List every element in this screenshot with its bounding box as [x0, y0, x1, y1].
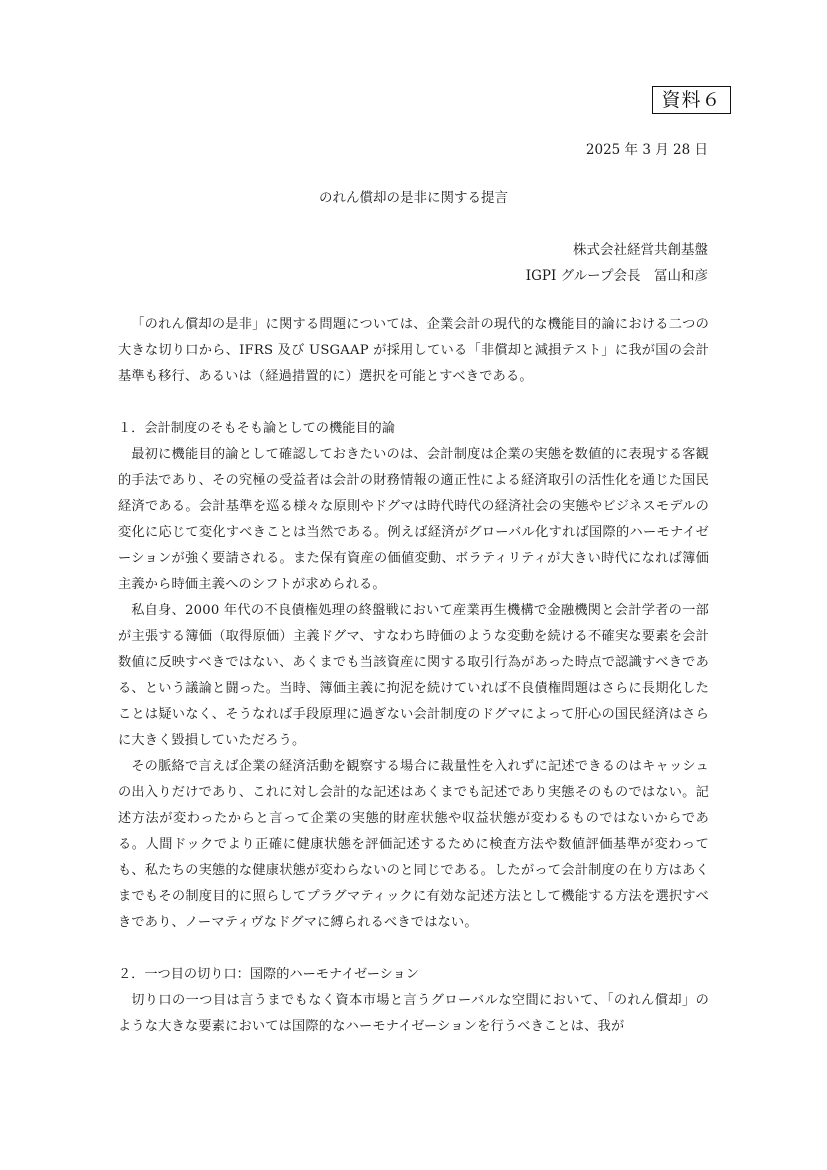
section-2-heading: ２．一つ目の切り口：国際的ハーモナイゼーション [118, 967, 419, 982]
author-organization: 株式会社経営共創基盤 [573, 242, 708, 258]
section-1-paragraph-2: 私自身、2000 年代の不良債権処理の終盤戦において産業再生機構で金融機関と会計学者の一部が主張する簿価（取得原価）主義ドグマ、すなわち時価のような変動を続ける不確実な要素を会計数値に反映すべきではない、あくまでも当該資産に関する取引行為があった時点で認識すべきである、という議論と闘った。当時、簿価主義に拘泥を続けていれば不良債権問題はさらに長期化したことは疑いなく、そうなれば手段原理に過ぎない会計制度のドグマによって肝心の国民経済はさらに大きく毀損していただろう。 [118, 603, 709, 748]
section-1-paragraph-1: 最初に機能目的論として確認しておきたいのは、会計制度は企業の実態を数値的に表現する客観的手法であり、その究極の受益者は会計の財務情報の適正性による経済取引の活性化を通じた国民経済である。会計基準を巡る様々な原則やドグマは時代時代の経済社会の実態やビジネスモデルの変化に応じて変化すべきことは当然である。例えば経済がグローバル化すれば国際的ハーモナイゼーションが強く要請される。また保有資産の価値変動、ボラティリティが大きい時代になれば簿価主義から時価主義へのシフトが求められる。 [118, 447, 709, 592]
document-date: 2025 年 3 月 28 日 [585, 142, 708, 158]
document-title: のれん償却の是非に関する提言 [319, 190, 508, 206]
document-label: 資料６ [652, 86, 731, 114]
author-position-name: IGPI グループ会長 冨山和彦 [525, 268, 708, 284]
section-2-paragraph-1: 切り口の一つ目は言うまでもなく資本市場と言うグローバルな空間において、「のれん償却」のような大きな要素においては国際的なハーモナイゼーションを行うべきことは、我が [118, 993, 709, 1034]
document-body [118, 312, 709, 1040]
spacer [118, 936, 709, 962]
spacer [118, 390, 709, 416]
author-block [526, 237, 708, 289]
section-1-heading: １．会計制度のそもそも論としての機能目的論 [118, 421, 395, 436]
intro-paragraph: 「のれん償却の是非」に関する問題については、企業会計の現代的な機能目的論における二つの大きな切り口から、IFRS 及び USGAAP が採用している「非償却と減損テスト」に我が国の会計基準も移行、あるいは（経過措置的に）選択を可能とすべきである。 [118, 317, 709, 384]
section-1-paragraph-3: その脈絡で言えば企業の経済活動を観察する場合に裁量性を入れずに記述できるのはキャッシュの出入りだけであり、これに対し会計的な記述はあくまでも記述であり実態そのものではない。記述方法が変わったからと言って企業の実態的財産状態や収益状態が変わるものではないからである。人間ドックでより正確に健康状態を評価記述するために検査方法や数値評価基準が変わっても、私たちの実態的な健康状態が変わらないのと同じである。したがって会計制度の在り方はあくまでもその制度目的に照らしてプラグマティックに有効な記述方法として機能する方法を選択すべきであり、ノーマティヴなドグマに縛られるべきではない。 [118, 759, 709, 930]
